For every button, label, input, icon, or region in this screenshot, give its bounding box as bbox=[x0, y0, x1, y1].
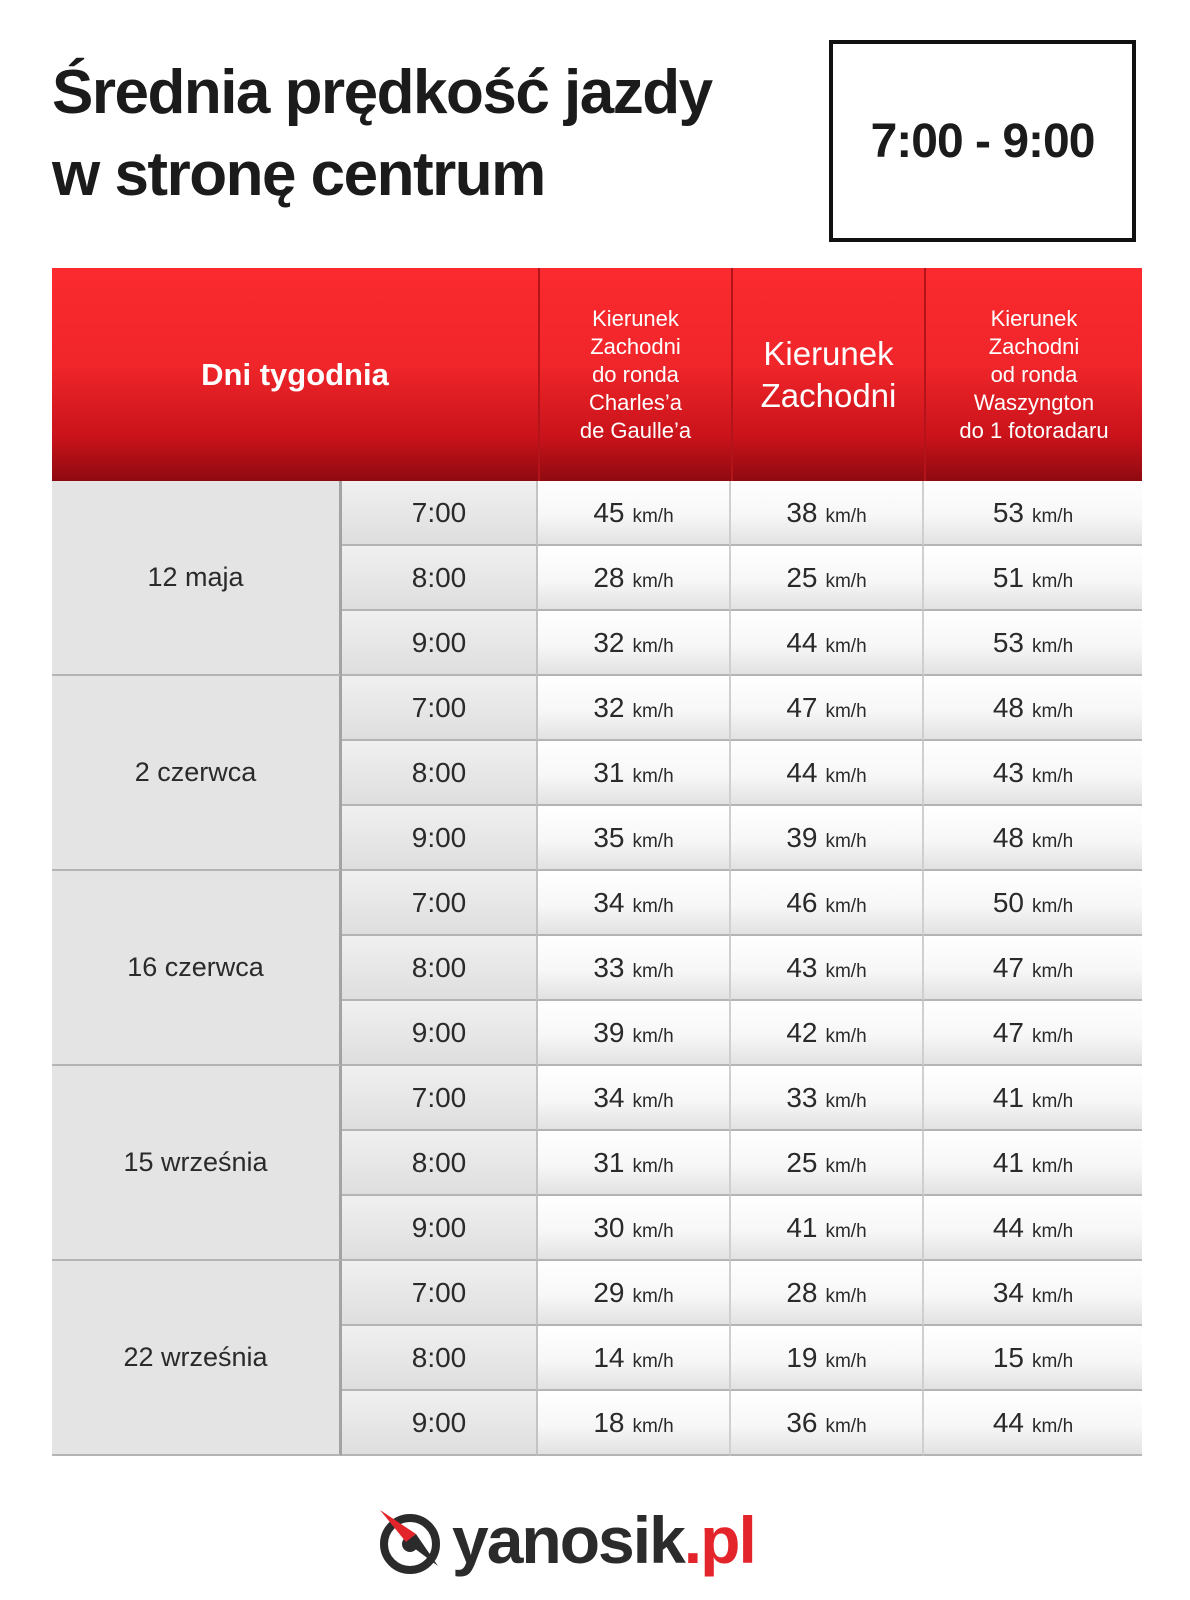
speed-value: 33 bbox=[593, 951, 625, 983]
logo-wordmark bbox=[452, 1503, 755, 1577]
speed-cell bbox=[731, 741, 924, 806]
speed-value: 47 bbox=[992, 1016, 1024, 1048]
speed-value: 47 bbox=[992, 951, 1024, 983]
speed-cell bbox=[924, 481, 1142, 546]
speed-value: 53 bbox=[992, 626, 1024, 658]
speed-unit: km/h bbox=[825, 1090, 867, 1112]
speed-value: 15 bbox=[992, 1341, 1024, 1373]
speed-value: 45 bbox=[593, 496, 625, 528]
time-cell: 7:00 bbox=[342, 871, 538, 936]
speed-unit: km/h bbox=[632, 700, 674, 722]
time-cell: 8:00 bbox=[342, 1326, 538, 1391]
speed-value: 30 bbox=[593, 1211, 625, 1243]
header-col-3-line: od ronda bbox=[990, 361, 1078, 387]
speed-unit: km/h bbox=[632, 570, 674, 592]
speed-unit: km/h bbox=[1031, 765, 1074, 787]
speed-cell bbox=[731, 546, 924, 611]
speed-cell bbox=[538, 481, 731, 546]
speed-cell bbox=[731, 1001, 924, 1066]
speed-unit: km/h bbox=[825, 1025, 867, 1047]
speed-cell bbox=[924, 871, 1142, 936]
speed-unit: km/h bbox=[825, 960, 867, 982]
speed-value: 47 bbox=[786, 691, 818, 723]
speed-unit: km/h bbox=[632, 635, 674, 657]
speed-value: 43 bbox=[786, 951, 818, 983]
speed-unit: km/h bbox=[825, 895, 867, 917]
speed-unit: km/h bbox=[632, 895, 674, 917]
speed-unit: km/h bbox=[1031, 895, 1074, 917]
speed-cell bbox=[924, 1261, 1142, 1326]
speed-value: 44 bbox=[786, 626, 818, 658]
date-cell: 12 maja bbox=[52, 481, 342, 676]
speed-cell bbox=[924, 1196, 1142, 1261]
speed-unit: km/h bbox=[632, 1415, 674, 1437]
table-row bbox=[52, 1066, 1142, 1131]
speed-unit: km/h bbox=[632, 1350, 674, 1372]
table-row bbox=[52, 1261, 1142, 1326]
speed-cell bbox=[538, 676, 731, 741]
speed-value: 31 bbox=[593, 756, 625, 788]
speed-value: 41 bbox=[786, 1211, 818, 1243]
speed-unit: km/h bbox=[1031, 635, 1074, 657]
page-title bbox=[52, 58, 772, 226]
title-line-1: Średnia prędkość jazdy bbox=[52, 58, 712, 127]
title-line-2: w stronę centrum bbox=[52, 140, 545, 209]
time-cell: 9:00 bbox=[342, 1196, 538, 1261]
speed-unit: km/h bbox=[825, 505, 867, 527]
speed-unit: km/h bbox=[1031, 700, 1074, 722]
speed-cell bbox=[731, 1261, 924, 1326]
header-col-1-line: Kierunek bbox=[592, 305, 679, 331]
speed-cell bbox=[731, 611, 924, 676]
speed-value: 53 bbox=[992, 496, 1024, 528]
speed-unit: km/h bbox=[1031, 1090, 1074, 1112]
time-cell: 9:00 bbox=[342, 611, 538, 676]
speed-unit: km/h bbox=[825, 1155, 867, 1177]
speed-value: 29 bbox=[593, 1276, 625, 1308]
logo-tld: .pl bbox=[683, 1503, 755, 1577]
date-cell: 15 września bbox=[52, 1066, 342, 1261]
speed-cell bbox=[538, 806, 731, 871]
yanosik-logo-icon bbox=[376, 1504, 444, 1576]
speed-value: 18 bbox=[593, 1406, 625, 1438]
speed-unit: km/h bbox=[1031, 1025, 1074, 1047]
time-cell: 9:00 bbox=[342, 1001, 538, 1066]
yanosik-logo bbox=[376, 1500, 836, 1580]
table-row bbox=[52, 871, 1142, 936]
speed-unit: km/h bbox=[632, 1155, 674, 1177]
speed-unit: km/h bbox=[825, 700, 867, 722]
speed-unit: km/h bbox=[632, 960, 674, 982]
speed-cell bbox=[731, 1196, 924, 1261]
speed-value: 43 bbox=[992, 756, 1024, 788]
speed-cell bbox=[924, 741, 1142, 806]
speed-unit: km/h bbox=[1031, 505, 1074, 527]
speed-cell bbox=[731, 806, 924, 871]
time-cell: 8:00 bbox=[342, 741, 538, 806]
time-cell: 8:00 bbox=[342, 1131, 538, 1196]
speed-value: 38 bbox=[786, 496, 818, 528]
time-cell: 8:00 bbox=[342, 936, 538, 1001]
speed-cell bbox=[924, 546, 1142, 611]
speed-cell bbox=[538, 1196, 731, 1261]
speed-cell bbox=[731, 481, 924, 546]
speed-value: 42 bbox=[786, 1016, 818, 1048]
header-days-label: Dni tygodnia bbox=[201, 356, 389, 392]
logo-name: yanosik bbox=[452, 1503, 684, 1577]
time-cell: 8:00 bbox=[342, 546, 538, 611]
speed-unit: km/h bbox=[825, 830, 867, 852]
speed-unit: km/h bbox=[825, 1350, 867, 1372]
speed-cell bbox=[731, 871, 924, 936]
speed-value: 33 bbox=[786, 1081, 818, 1113]
speed-unit: km/h bbox=[632, 1220, 674, 1242]
speed-cell bbox=[538, 1131, 731, 1196]
time-cell: 7:00 bbox=[342, 481, 538, 546]
speed-value: 14 bbox=[593, 1341, 625, 1373]
speed-unit: km/h bbox=[632, 1285, 674, 1307]
time-cell: 7:00 bbox=[342, 676, 538, 741]
speed-cell bbox=[924, 936, 1142, 1001]
speed-cell bbox=[924, 1001, 1142, 1066]
header-col-1-line: Charles’a bbox=[589, 389, 682, 415]
speed-value: 50 bbox=[992, 886, 1024, 918]
header-col-1-line: de Gaulle’a bbox=[579, 417, 692, 443]
speed-cell bbox=[538, 1326, 731, 1391]
speed-cell bbox=[538, 741, 731, 806]
speed-value: 44 bbox=[992, 1211, 1024, 1243]
header-days bbox=[52, 268, 538, 481]
speed-value: 44 bbox=[786, 756, 818, 788]
speed-cell bbox=[538, 1066, 731, 1131]
speed-unit: km/h bbox=[825, 1220, 867, 1242]
table-row bbox=[52, 481, 1142, 546]
speed-unit: km/h bbox=[825, 765, 867, 787]
speed-unit: km/h bbox=[632, 505, 674, 527]
speed-value: 41 bbox=[992, 1146, 1024, 1178]
header-col-2-line: Kierunek bbox=[763, 334, 894, 372]
speed-value: 41 bbox=[992, 1081, 1024, 1113]
time-cell: 9:00 bbox=[342, 1391, 538, 1456]
speed-value: 44 bbox=[992, 1406, 1024, 1438]
time-cell: 7:00 bbox=[342, 1066, 538, 1131]
date-cell: 2 czerwca bbox=[52, 676, 342, 871]
speed-unit: km/h bbox=[1031, 960, 1074, 982]
time-cell: 9:00 bbox=[342, 806, 538, 871]
speed-unit: km/h bbox=[1031, 830, 1074, 852]
table-header-row bbox=[52, 268, 1142, 481]
header-col-3-line: Waszyngton bbox=[973, 389, 1095, 415]
speed-value: 48 bbox=[992, 691, 1024, 723]
speed-cell bbox=[538, 871, 731, 936]
speed-cell bbox=[538, 546, 731, 611]
header-col-3-line: Kierunek bbox=[990, 305, 1078, 331]
speed-cell bbox=[731, 936, 924, 1001]
speed-unit: km/h bbox=[1031, 570, 1074, 592]
speed-value: 39 bbox=[786, 821, 818, 853]
header-col-2 bbox=[731, 268, 924, 481]
speed-cell bbox=[924, 1066, 1142, 1131]
speed-value: 51 bbox=[992, 561, 1024, 593]
speed-value: 25 bbox=[786, 1146, 818, 1178]
speed-value: 34 bbox=[593, 1081, 625, 1113]
speed-cell bbox=[924, 611, 1142, 676]
speed-cell bbox=[538, 1391, 731, 1456]
speed-unit: km/h bbox=[1031, 1285, 1074, 1307]
speed-cell bbox=[538, 1261, 731, 1326]
table-row bbox=[52, 676, 1142, 741]
header-col-1-line: do ronda bbox=[592, 361, 679, 387]
speed-unit: km/h bbox=[1031, 1155, 1074, 1177]
speed-table bbox=[52, 268, 1142, 1456]
speed-unit: km/h bbox=[825, 1285, 867, 1307]
speed-cell bbox=[538, 936, 731, 1001]
speed-value: 35 bbox=[593, 821, 625, 853]
speed-unit: km/h bbox=[1031, 1415, 1074, 1437]
speed-cell bbox=[924, 806, 1142, 871]
speed-cell bbox=[924, 1131, 1142, 1196]
header-col-2-line: Zachodni bbox=[760, 376, 897, 414]
speed-value: 36 bbox=[786, 1406, 818, 1438]
speed-unit: km/h bbox=[632, 765, 674, 787]
speed-unit: km/h bbox=[1031, 1350, 1074, 1372]
speed-unit: km/h bbox=[825, 635, 867, 657]
speed-cell bbox=[731, 1066, 924, 1131]
speed-unit: km/h bbox=[632, 830, 674, 852]
speed-cell bbox=[924, 1391, 1142, 1456]
speed-cell bbox=[731, 1391, 924, 1456]
header-col-3 bbox=[924, 268, 1142, 481]
speed-cell bbox=[538, 1001, 731, 1066]
speed-value: 32 bbox=[593, 626, 625, 658]
time-range-box bbox=[829, 40, 1136, 242]
date-cell: 22 września bbox=[52, 1261, 342, 1456]
speed-unit: km/h bbox=[632, 1090, 674, 1112]
header-col-1-line: Zachodni bbox=[590, 333, 681, 359]
speed-value: 19 bbox=[786, 1341, 818, 1373]
header-col-3-line: do 1 fotoradaru bbox=[959, 417, 1109, 443]
speed-value: 48 bbox=[992, 821, 1024, 853]
speed-cell bbox=[924, 676, 1142, 741]
speed-value: 46 bbox=[786, 886, 818, 918]
time-cell: 7:00 bbox=[342, 1261, 538, 1326]
speed-unit: km/h bbox=[632, 1025, 674, 1047]
speed-cell bbox=[731, 676, 924, 741]
speed-cell bbox=[731, 1131, 924, 1196]
speed-unit: km/h bbox=[1031, 1220, 1074, 1242]
speed-value: 34 bbox=[593, 886, 625, 918]
speed-cell bbox=[538, 611, 731, 676]
speed-value: 28 bbox=[593, 561, 625, 593]
time-range-label: 7:00 - 9:00 bbox=[870, 114, 1095, 168]
speed-value: 28 bbox=[786, 1276, 818, 1308]
speed-value: 31 bbox=[593, 1146, 625, 1178]
header-col-3-line: Zachodni bbox=[988, 333, 1080, 359]
speed-value: 39 bbox=[593, 1016, 625, 1048]
speed-unit: km/h bbox=[825, 1415, 867, 1437]
table-body bbox=[52, 481, 1142, 1456]
speed-value: 34 bbox=[992, 1276, 1024, 1308]
date-cell: 16 czerwca bbox=[52, 871, 342, 1066]
speed-cell bbox=[731, 1326, 924, 1391]
speed-cell bbox=[924, 1326, 1142, 1391]
header-col-1 bbox=[538, 268, 731, 481]
speed-value: 25 bbox=[786, 561, 818, 593]
speed-unit: km/h bbox=[825, 570, 867, 592]
speed-value: 32 bbox=[593, 691, 625, 723]
